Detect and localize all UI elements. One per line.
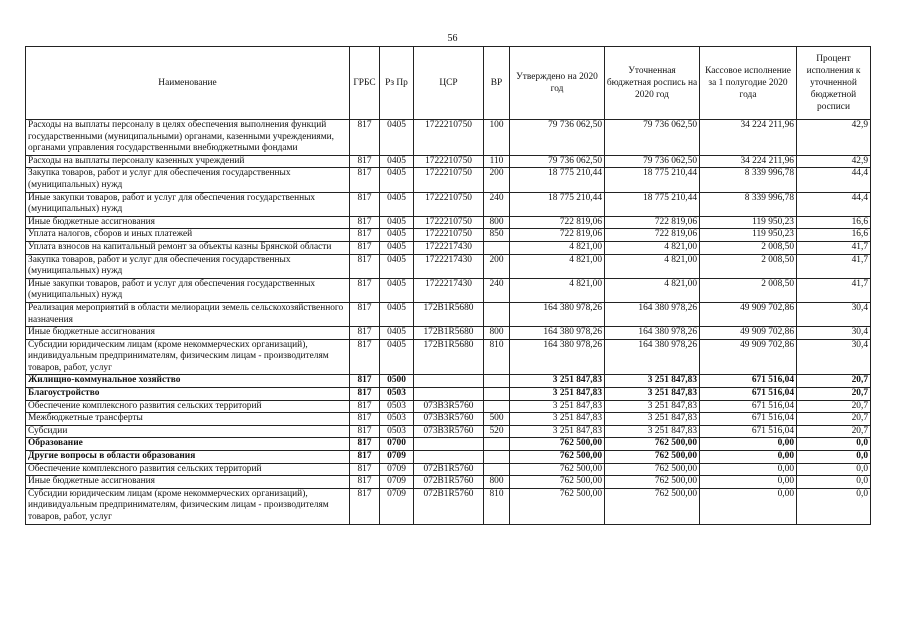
cell-csr: 1722210750: [414, 192, 484, 216]
cell-csr: 073B3R5760: [414, 425, 484, 438]
cell-vr: 200: [484, 254, 510, 278]
cell-name: Иные бюджетные ассигнования: [26, 476, 350, 489]
cell-percent: 0,0: [797, 451, 871, 464]
cell-rz-pr: 0405: [380, 120, 414, 156]
cell-csr: 072B1R5760: [414, 476, 484, 489]
cell-rz-pr: 0709: [380, 476, 414, 489]
cell-cash: 119 950,23: [700, 229, 797, 242]
table-row: [26, 388, 871, 401]
cell-cash: 49 909 702,86: [700, 327, 797, 340]
cell-refined: 762 500,00: [605, 451, 700, 464]
cell-vr: 110: [484, 155, 510, 168]
cell-vr: [484, 438, 510, 451]
cell-percent: 30,4: [797, 302, 871, 326]
cell-vr: 240: [484, 192, 510, 216]
cell-csr: [414, 375, 484, 388]
cell-cash: 671 516,04: [700, 425, 797, 438]
cell-name: Обеспечение комплексного развития сельских территорий: [26, 400, 350, 413]
cell-vr: [484, 302, 510, 326]
cell-vr: [484, 463, 510, 476]
cell-name: Закупка товаров, работ и услуг для обеспечения государственных (муниципальных) нужд: [26, 254, 350, 278]
cell-percent: 42,9: [797, 120, 871, 156]
cell-approved: 164 380 978,26: [510, 302, 605, 326]
cell-csr: 1722210750: [414, 120, 484, 156]
table-row: [26, 120, 871, 156]
cell-cash: 0,00: [700, 463, 797, 476]
cell-rz-pr: 0503: [380, 400, 414, 413]
cell-percent: 30,4: [797, 327, 871, 340]
cell-name: Субсидии юридическим лицам (кроме некоммерческих организаций), индивидуальным предпринимателям, физическим лицам - производителям товаров, работ, услуг: [26, 488, 350, 524]
table-row: [26, 438, 871, 451]
cell-refined: 79 736 062,50: [605, 155, 700, 168]
cell-csr: 1722210750: [414, 168, 484, 192]
cell-percent: 0,0: [797, 488, 871, 524]
header-percent: Процент исполнения к уточненной бюджетной росписи: [797, 47, 871, 120]
cell-csr: 1722210750: [414, 229, 484, 242]
cell-cash: 671 516,04: [700, 388, 797, 401]
cell-approved: 4 821,00: [510, 278, 605, 302]
table-row: [26, 339, 871, 375]
cell-percent: 0,0: [797, 476, 871, 489]
cell-grbs: 817: [350, 463, 380, 476]
table-row: [26, 192, 871, 216]
cell-refined: 4 821,00: [605, 254, 700, 278]
cell-cash: 671 516,04: [700, 375, 797, 388]
cell-rz-pr: 0405: [380, 155, 414, 168]
cell-approved: 3 251 847,83: [510, 413, 605, 426]
cell-approved: 79 736 062,50: [510, 120, 605, 156]
cell-csr: 1722210750: [414, 216, 484, 229]
cell-name: Иные бюджетные ассигнования: [26, 216, 350, 229]
table-row: [26, 400, 871, 413]
cell-percent: 44,4: [797, 192, 871, 216]
header-vr: ВР: [484, 47, 510, 120]
cell-percent: 44,4: [797, 168, 871, 192]
cell-grbs: 817: [350, 302, 380, 326]
cell-percent: 30,4: [797, 339, 871, 375]
cell-csr: 1722217430: [414, 254, 484, 278]
cell-name: Уплата налогов, сборов и иных платежей: [26, 229, 350, 242]
cell-vr: 800: [484, 327, 510, 340]
cell-refined: 79 736 062,50: [605, 120, 700, 156]
cell-grbs: 817: [350, 229, 380, 242]
cell-cash: 0,00: [700, 476, 797, 489]
cell-rz-pr: 0709: [380, 463, 414, 476]
cell-grbs: 817: [350, 339, 380, 375]
table-body: [26, 120, 871, 525]
cell-percent: 20,7: [797, 388, 871, 401]
table-row: [26, 229, 871, 242]
cell-percent: 20,7: [797, 375, 871, 388]
cell-percent: 41,7: [797, 241, 871, 254]
table-row: [26, 278, 871, 302]
cell-grbs: 817: [350, 476, 380, 489]
cell-approved: 762 500,00: [510, 463, 605, 476]
cell-vr: [484, 451, 510, 464]
cell-rz-pr: 0709: [380, 451, 414, 464]
cell-approved: 3 251 847,83: [510, 388, 605, 401]
cell-grbs: 817: [350, 438, 380, 451]
cell-refined: 762 500,00: [605, 488, 700, 524]
cell-refined: 164 380 978,26: [605, 327, 700, 340]
cell-rz-pr: 0405: [380, 241, 414, 254]
cell-rz-pr: 0700: [380, 438, 414, 451]
cell-vr: 100: [484, 120, 510, 156]
cell-csr: 1722210750: [414, 155, 484, 168]
cell-name: Реализация мероприятий в области мелиорации земель сельскохозяйственного назначения: [26, 302, 350, 326]
cell-name: Межбюджетные трансферты: [26, 413, 350, 426]
cell-name: Субсидии: [26, 425, 350, 438]
cell-grbs: 817: [350, 216, 380, 229]
cell-name: Иные бюджетные ассигнования: [26, 327, 350, 340]
cell-refined: 3 251 847,83: [605, 413, 700, 426]
cell-refined: 3 251 847,83: [605, 375, 700, 388]
cell-grbs: 817: [350, 327, 380, 340]
header-rz-pr: Рз Пр: [380, 47, 414, 120]
cell-rz-pr: 0405: [380, 216, 414, 229]
cell-name: Обеспечение комплексного развития сельских территорий: [26, 463, 350, 476]
cell-name: Расходы на выплаты персоналу казенных учреждений: [26, 155, 350, 168]
cell-approved: 722 819,06: [510, 229, 605, 242]
cell-cash: 49 909 702,86: [700, 302, 797, 326]
table-row: [26, 413, 871, 426]
cell-cash: 671 516,04: [700, 413, 797, 426]
cell-refined: 3 251 847,83: [605, 388, 700, 401]
cell-approved: 762 500,00: [510, 438, 605, 451]
cell-name: Субсидии юридическим лицам (кроме некоммерческих организаций), индивидуальным предпринимателям, физическим лицам - производителям товаров, работ, услуг: [26, 339, 350, 375]
cell-refined: 722 819,06: [605, 229, 700, 242]
cell-refined: 18 775 210,44: [605, 192, 700, 216]
cell-cash: 8 339 996,78: [700, 168, 797, 192]
cell-refined: 3 251 847,83: [605, 425, 700, 438]
cell-approved: 3 251 847,83: [510, 375, 605, 388]
table-row: [26, 254, 871, 278]
cell-name: Образование: [26, 438, 350, 451]
cell-approved: 164 380 978,26: [510, 339, 605, 375]
cell-name: Иные закупки товаров, работ и услуг для обеспечения государственных (муниципальных) нужд: [26, 192, 350, 216]
cell-cash: 34 224 211,96: [700, 155, 797, 168]
cell-cash: 8 339 996,78: [700, 192, 797, 216]
cell-percent: 41,7: [797, 254, 871, 278]
table-header-row: [26, 47, 871, 120]
table-row: [26, 216, 871, 229]
cell-rz-pr: 0503: [380, 425, 414, 438]
cell-name: Закупка товаров, работ и услуг для обеспечения государственных (муниципальных) нужд: [26, 168, 350, 192]
cell-refined: 762 500,00: [605, 463, 700, 476]
cell-percent: 16,6: [797, 229, 871, 242]
header-name: Наименование: [26, 47, 350, 120]
cell-cash: 49 909 702,86: [700, 339, 797, 375]
table-row: [26, 488, 871, 524]
cell-csr: [414, 451, 484, 464]
header-approved: Утверждено на 2020 год: [510, 47, 605, 120]
cell-rz-pr: 0503: [380, 413, 414, 426]
cell-refined: 4 821,00: [605, 278, 700, 302]
header-csr: ЦСР: [414, 47, 484, 120]
cell-rz-pr: 0405: [380, 302, 414, 326]
cell-csr: 172B1R5680: [414, 302, 484, 326]
cell-percent: 41,7: [797, 278, 871, 302]
cell-rz-pr: 0405: [380, 339, 414, 375]
cell-refined: 3 251 847,83: [605, 400, 700, 413]
page-number: 56: [447, 33, 458, 44]
cell-refined: 4 821,00: [605, 241, 700, 254]
cell-csr: [414, 388, 484, 401]
cell-rz-pr: 0709: [380, 488, 414, 524]
cell-csr: 172B1R5680: [414, 327, 484, 340]
header-refined: Уточненная бюджетная роспись на 2020 год: [605, 47, 700, 120]
cell-rz-pr: 0500: [380, 375, 414, 388]
table-row: [26, 168, 871, 192]
cell-cash: 119 950,23: [700, 216, 797, 229]
cell-approved: 18 775 210,44: [510, 168, 605, 192]
cell-vr: [484, 241, 510, 254]
table-row: [26, 451, 871, 464]
cell-grbs: 817: [350, 413, 380, 426]
cell-vr: [484, 400, 510, 413]
cell-cash: 0,00: [700, 451, 797, 464]
cell-grbs: 817: [350, 241, 380, 254]
cell-percent: 20,7: [797, 400, 871, 413]
cell-name: Благоустройство: [26, 388, 350, 401]
cell-csr: 072B1R5760: [414, 463, 484, 476]
cell-refined: 762 500,00: [605, 476, 700, 489]
cell-rz-pr: 0405: [380, 278, 414, 302]
cell-name: Расходы на выплаты персоналу в целях обеспечения выполнения функций государственными (муниципальными) органами, казенными учреждениями, органами управления государственными внебюджетными фондами: [26, 120, 350, 156]
cell-approved: 3 251 847,83: [510, 400, 605, 413]
cell-grbs: 817: [350, 192, 380, 216]
cell-refined: 722 819,06: [605, 216, 700, 229]
cell-csr: 172B1R5680: [414, 339, 484, 375]
cell-rz-pr: 0405: [380, 254, 414, 278]
cell-name: Уплата взносов на капитальный ремонт за объекты казны Брянской области: [26, 241, 350, 254]
cell-approved: 762 500,00: [510, 476, 605, 489]
cell-vr: [484, 388, 510, 401]
cell-grbs: 817: [350, 278, 380, 302]
table-row: [26, 463, 871, 476]
cell-refined: 18 775 210,44: [605, 168, 700, 192]
cell-csr: 1722217430: [414, 241, 484, 254]
cell-approved: 762 500,00: [510, 451, 605, 464]
cell-grbs: 817: [350, 425, 380, 438]
cell-refined: 762 500,00: [605, 438, 700, 451]
cell-vr: 810: [484, 339, 510, 375]
cell-cash: 671 516,04: [700, 400, 797, 413]
cell-name: Иные закупки товаров, работ и услуг для обеспечения государственных (муниципальных) нужд: [26, 278, 350, 302]
header-cash: Кассовое исполнение за 1 полугодие 2020 года: [700, 47, 797, 120]
cell-cash: 2 008,50: [700, 254, 797, 278]
cell-percent: 20,7: [797, 413, 871, 426]
cell-csr: [414, 438, 484, 451]
header-grbs: ГРБС: [350, 47, 380, 120]
cell-approved: 762 500,00: [510, 488, 605, 524]
cell-rz-pr: 0405: [380, 327, 414, 340]
cell-percent: 20,7: [797, 425, 871, 438]
cell-grbs: 817: [350, 488, 380, 524]
cell-grbs: 817: [350, 155, 380, 168]
cell-grbs: 817: [350, 168, 380, 192]
cell-vr: 520: [484, 425, 510, 438]
table-row: [26, 425, 871, 438]
cell-cash: 2 008,50: [700, 278, 797, 302]
cell-cash: 0,00: [700, 488, 797, 524]
cell-approved: 4 821,00: [510, 241, 605, 254]
cell-grbs: 817: [350, 120, 380, 156]
cell-vr: [484, 375, 510, 388]
cell-grbs: 817: [350, 375, 380, 388]
table-row: [26, 327, 871, 340]
cell-cash: 2 008,50: [700, 241, 797, 254]
cell-approved: 18 775 210,44: [510, 192, 605, 216]
cell-vr: 850: [484, 229, 510, 242]
cell-approved: 3 251 847,83: [510, 425, 605, 438]
cell-percent: 42,9: [797, 155, 871, 168]
cell-vr: 810: [484, 488, 510, 524]
cell-csr: 1722217430: [414, 278, 484, 302]
table-row: [26, 476, 871, 489]
cell-rz-pr: 0405: [380, 229, 414, 242]
cell-percent: 0,0: [797, 438, 871, 451]
table-row: [26, 375, 871, 388]
cell-refined: 164 380 978,26: [605, 302, 700, 326]
cell-grbs: 817: [350, 451, 380, 464]
cell-approved: 164 380 978,26: [510, 327, 605, 340]
cell-csr: 072B1R5760: [414, 488, 484, 524]
table-row: [26, 302, 871, 326]
cell-cash: 34 224 211,96: [700, 120, 797, 156]
cell-vr: 240: [484, 278, 510, 302]
budget-execution-table: [25, 46, 871, 525]
table-row: [26, 241, 871, 254]
cell-csr: 073B3R5760: [414, 413, 484, 426]
cell-percent: 16,6: [797, 216, 871, 229]
cell-rz-pr: 0405: [380, 168, 414, 192]
cell-name: Другие вопросы в области образования: [26, 451, 350, 464]
cell-refined: 164 380 978,26: [605, 339, 700, 375]
cell-name: Жилищно-коммунальное хозяйство: [26, 375, 350, 388]
cell-approved: 722 819,06: [510, 216, 605, 229]
cell-vr: 800: [484, 216, 510, 229]
cell-grbs: 817: [350, 400, 380, 413]
cell-approved: 79 736 062,50: [510, 155, 605, 168]
cell-rz-pr: 0405: [380, 192, 414, 216]
cell-cash: 0,00: [700, 438, 797, 451]
cell-vr: 800: [484, 476, 510, 489]
cell-grbs: 817: [350, 388, 380, 401]
cell-vr: 200: [484, 168, 510, 192]
cell-csr: 073B3R5760: [414, 400, 484, 413]
cell-vr: 500: [484, 413, 510, 426]
cell-percent: 0,0: [797, 463, 871, 476]
cell-rz-pr: 0503: [380, 388, 414, 401]
cell-approved: 4 821,00: [510, 254, 605, 278]
cell-grbs: 817: [350, 254, 380, 278]
table-row: [26, 155, 871, 168]
